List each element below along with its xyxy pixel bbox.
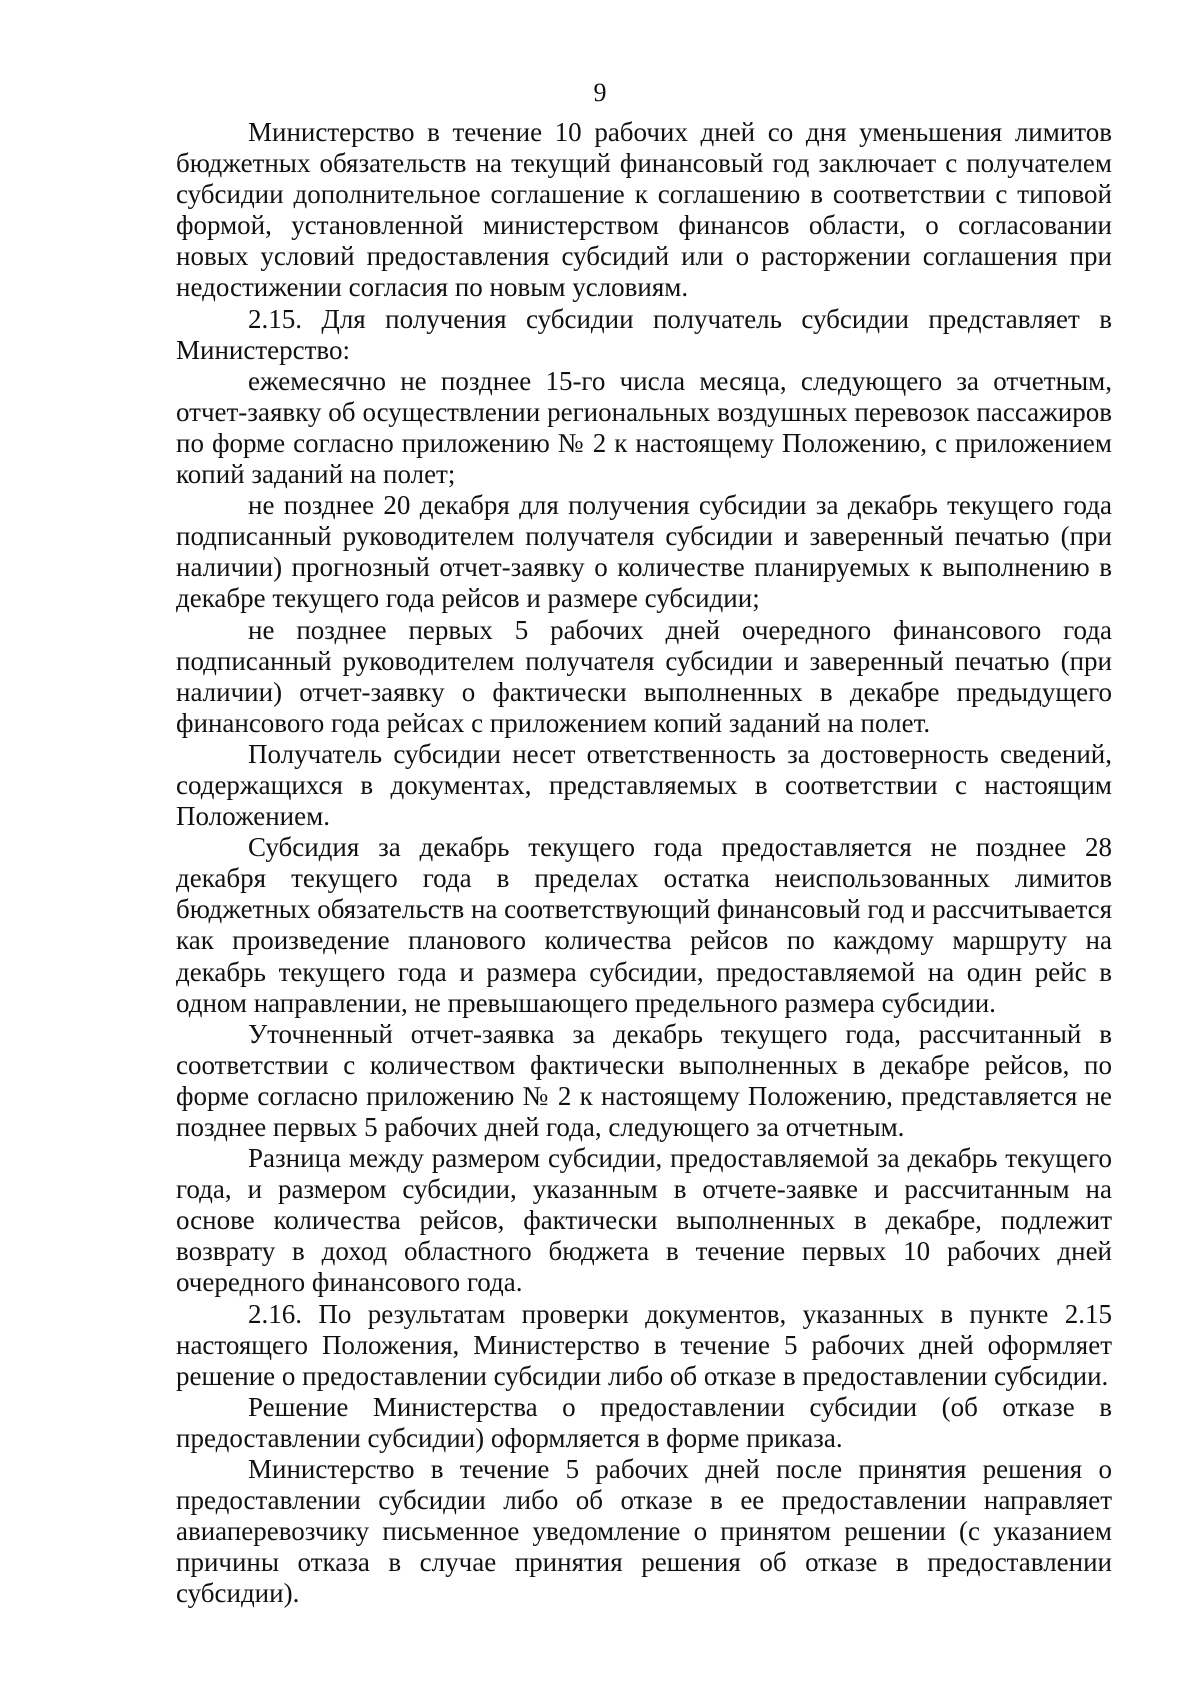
page-number: 9: [593, 78, 607, 107]
paragraph-december-subsidy: Субсидия за декабрь текущего года предоставляется не позднее 28 декабря текущего года в пределах остатка неиспользованных лимитов бюджетных обязательств на соответствующий финансовый год и рассчитывается как произведение планового количества рейсов по каждому маршруту на декабрь текущего года и размера субсидии, предоставляемой на один рейс в одном направлении, не превышающего предельного размера субсидии.: [176, 832, 1112, 1018]
paragraph-monthly-report: ежемесячно не позднее 15-го числа месяца, следующего за отчетным, отчет-заявку об осуществлении региональных воздушных перевозок пассажиров по форме согласно приложению № 2 к настоящему Положению, с приложением копий заданий на полет;: [176, 365, 1112, 490]
paragraph-notification: Министерство в течение 5 рабочих дней после принятия решения о предоставлении субсидии либо об отказе в ее предоставлении направляет авиаперевозчику письменное уведомление о принятом решении (с указанием причины отказа в случае принятия решения об отказе в предоставлении субсидии).: [176, 1454, 1112, 1609]
paragraph-december-actual: не позднее первых 5 рабочих дней очередного финансового года подписанный руководителем получателя субсидии и заверенный печатью (при наличии) отчет-заявку о фактически выполненных в декабре предыдущего финансового года рейсах с приложением копий заданий на полет.: [176, 614, 1112, 738]
document-body: [176, 117, 1112, 1610]
paragraph-2-15-intro: 2.15. Для получения субсидии получатель субсидии представляет в Министерство:: [176, 303, 1112, 365]
paragraph-responsibility: Получатель субсидии несет ответственность за достоверность сведений, содержащихся в документах, представляемых в соответствии с настоящим Положением.: [176, 738, 1112, 832]
paragraph-ministry-agreement: Министерство в течение 10 рабочих дней со дня уменьшения лимитов бюджетных обязательств на текущий финансовый год заключает с получателем субсидии дополнительное соглашение к соглашению в соответствии с типовой формой, установленной министерством финансов области, о согласовании новых условий предоставления субсидий или о расторжении соглашения при недостижении согласия по новым условиям.: [176, 117, 1112, 303]
paragraph-order-form: Решение Министерства о предоставлении субсидии (об отказе в предоставлении субсидии) оформляется в форме приказа.: [176, 1391, 1112, 1453]
paragraph-2-16-decision: 2.16. По результатам проверки документов, указанных в пункте 2.15 настоящего Положения, Министерство в течение 5 рабочих дней оформляет решение о предоставлении субсидии либо об отказе в предоставлении субсидии.: [176, 1298, 1112, 1391]
paragraph-refined-report: Уточненный отчет-заявка за декабрь текущего года, рассчитанный в соответствии с количеством фактически выполненных в декабре рейсов, по форме согласно приложению № 2 к настоящему Положению, представляется не позднее первых 5 рабочих дней года, следующего за отчетным.: [176, 1018, 1112, 1142]
paragraph-difference-refund: Разница между размером субсидии, предоставляемой за декабрь текущего года, и размером субсидии, указанным в отчете-заявке и рассчитанным на основе количества рейсов, фактически выполненных в декабре, подлежит возврату в доход областного бюджета в течение первых 10 рабочих дней очередного финансового года.: [176, 1143, 1112, 1298]
paragraph-december-forecast: не позднее 20 декабря для получения субсидии за декабрь текущего года подписанный руководителем получателя субсидии и заверенный печатью (при наличии) прогнозный отчет-заявку о количестве планируемых к выполнению в декабре текущего года рейсов и размере субсидии;: [176, 490, 1112, 614]
